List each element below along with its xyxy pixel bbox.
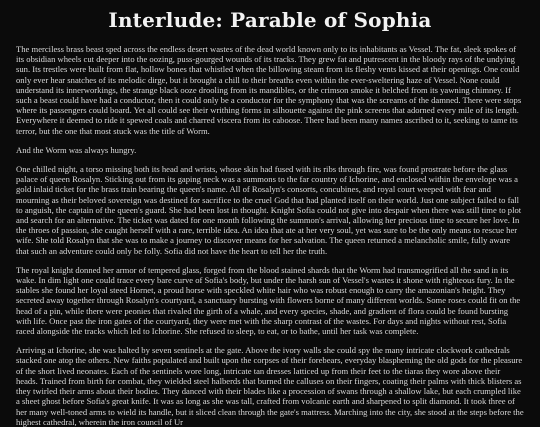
body-paragraph: One chilled night, a torso missing both its head and wrists, whose skin had fused with its ribs through fire, was found prostrate before the glass palace of queen Rosalyn. Sticking out from its gaping neck was a summons to the far country of Ichorine, and enclosed within the envelope was a gold inlaid ticket for the brass train bearing the queen's name. All of Rosalyn's consorts, concubines, and royal court weeped with fear and mourning as their beloved sovereign was destined for sacrifice to the cruel God that had planted itself on their world. Just one subject failed to fall to anguish, the captain of the queen's guard. She had been lost in thought. Knight Sofia could not give into despair when there was still time to plot and search for an alternative. The ticket was dated for one month following the summon's arrival, allowing her precious time to secure her love. In the throes of passion, she caught herself with a rare, terrible idea. An idea that ate at her very soul, yet was sure to be the only means to rescue her wife. She told Rosalyn that she was to make a journey to discover means for her salvation. The queen returned a melancholic smile, fully aware that such an adventure could only be folly. Sofia did not have the heart to tell her the truth. xyxy=(16,164,522,256)
document-title: Interlude: Parable of Sophia xyxy=(108,8,432,32)
document-body xyxy=(16,44,524,427)
body-paragraph: Arriving at Ichorine, she was halted by seven sentinels at the gate. Above the ivory walls she could spy the many intricate clockwork cathedrals stacked one atop the others. New faiths populated and built upon the corpses of their forebears, everyday blaspheming the old gods for the pleasure of the short lived neonates. Each of the sentinels wore long, intricate tan dresses latticed up from their feet to the tiaras they wore above their heads. Trained from birth for combat, they wielded steel halberds that burned the calluses on their fingers, coating their palms with thick blisters as they twirled their arms about their bodies. They danced with their blades like a procession of swans through a shallow lake, but each crumpled like a sheet ghost before Sofia's great knife. It was as long as she was tall, crafted from volcanic earth and sharpened to split diamond. It took three of her many well-toned arms to wield its handle, but it sliced clean through the gate's mattress. Marching into the city, she stood at the steps before the highest cathedral, wherein the iron council of Ur xyxy=(16,345,524,427)
body-paragraph: The royal knight donned her armor of tempered glass, forged from the blood stained shards that the Worm had transmogrified all the sand in its wake. In dim light one could trace every bare curve of Sofia's body, but under the harsh sun of Vessel's wastes it shone with righteous fury. In the stables she found her loyal steed Hornet, a proud horse with speckled white hair who was robust enough to carry the amazonian's height. They secreted away together through Rosalyn's courtyard, a sanctuary bursting with flowers borne of many different worlds. Some roses could fit on the head of a pin, while there were peonies that rivaled the girth of a whale, and every species, shade, and gradient of flora could be found bursting with life. Once past the iron gates of the courtyard, they were met with the sharp contrast of the wastes. For days and nights without rest, Sofia raced alongside the tracks which led to Ichorine. She refused to sleep, to eat, or to bathe, until her task was complete. xyxy=(16,264,521,337)
body-paragraph: And the Worm was always hungry. xyxy=(16,144,137,155)
body-paragraph: The merciless brass beast sped across the endless desert wastes of the dead world known only to its inhabitants as Vessel. The fat, sleek spokes of its obsidian wheels cut deeper into the oozing, puss-gourged wounds of its tracks. They grew fat and putrescent in the bloody rays of the undying sun. Its trestles were built from flat, hollow bones that whistled when the billowing steam from its fleshy vents kissed at their openings. One could only ever hear snatches of its melodic dirge, but it brought a chill to their breaths even within the ever-sweltering haze of Vessel. None could understand its innerworkings, the strange black ooze drooling from its mandibles, or the crimson smoke it belched from its yawning chimney. If such a beast could have had a conductor, then it could only be a conductor for the symphony that was the screams of the damned. There were stops where its passengers could board. Yet all could see their writhing forms in silhouette against the pink screens that adorned every mile of its length. Everywhere it deemed to ride it spewed coals and charred viscera from its caboose. There had been many names ascribed to it, seeking to tame its terror, but the one that most stuck was the title of Worm. xyxy=(16,44,522,136)
